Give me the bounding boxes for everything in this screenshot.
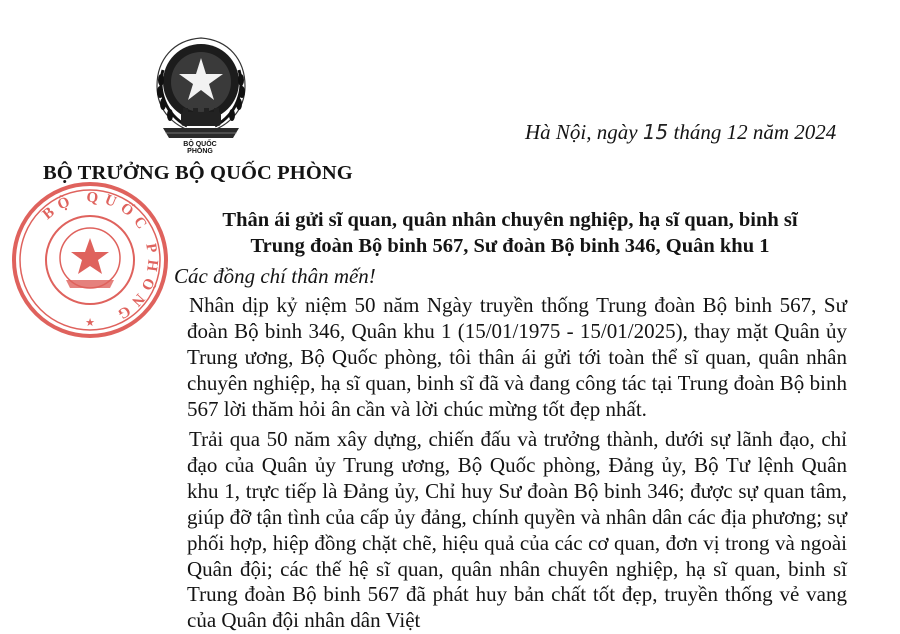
letter-title-line-2: Trung đoàn Bộ binh 567, Sư đoàn Bộ binh 346, Quân khu 1 bbox=[250, 235, 770, 257]
letter-title bbox=[150, 207, 870, 259]
letter-title-line-1: Thân ái gửi sĩ quan, quân nhân chuyên nghiệp, hạ sĩ quan, binh sĩ bbox=[222, 209, 798, 231]
sender-title: BỘ TRƯỞNG BỘ QUỐC PHÒNG bbox=[43, 162, 353, 184]
body-paragraph-2: Trải qua 50 năm xây dựng, chiến đấu và trưởng thành, dưới sự lãnh đạo, chỉ đạo của Quân ủy Trung ương, Bộ Quốc phòng, Đảng ủy, Bộ Tư lệnh Quân khu 1, trực tiếp là Đảng ủy, Chỉ huy Sư đoàn Bộ binh 346; được sự quan tâm, giúp đỡ tận tình của cấp ủy đảng, chính quyền và nhân dân các địa phương; sự phối hợp, hiệp đồng chặt chẽ, hiệu quả của các cơ quan, đơn vị trong và ngoài Quân đội; các thế hệ sĩ quan, quân nhân chuyên nghiệp, hạ sĩ quan, binh sĩ Trung đoàn Bộ binh 567 đã phát huy bản chất tốt đẹp, truyền thống vẻ vang của Quân đội nhân dân Việt bbox=[187, 427, 847, 633]
svg-text:BỘ QUỐC PHÒNG: BỘ QUỐC PHÒNG bbox=[39, 189, 161, 325]
svg-text:★: ★ bbox=[85, 316, 95, 329]
greeting: Các đồng chí thân mến! bbox=[174, 264, 376, 288]
emblem-label: BỘ QUỐC PHÒNG bbox=[183, 141, 217, 155]
date-rest: tháng 12 năm 2024 bbox=[668, 120, 837, 144]
official-seal-icon bbox=[10, 180, 170, 340]
dateline bbox=[525, 120, 836, 145]
body-paragraph-1: Nhân dịp kỷ niệm 50 năm Ngày truyền thống Trung đoàn Bộ binh 567, Sư đoàn Bộ binh 346, Quân khu 1 (15/01/1975 - 15/01/2025), thay mặt Quân ủy Trung ương, Bộ Quốc phòng, tôi thân ái gửi tới toàn thể sĩ quan, quân nhân chuyên nghiệp, hạ sĩ quan, binh sĩ đã và đang công tác tại Trung đoàn Bộ binh 567 lời thăm hỏi ân cần và lời chúc mừng tốt đẹp nhất. bbox=[187, 293, 847, 421]
date-day-handwritten: 15 bbox=[642, 120, 669, 144]
date-place: Hà Nội, ngày bbox=[525, 120, 643, 144]
